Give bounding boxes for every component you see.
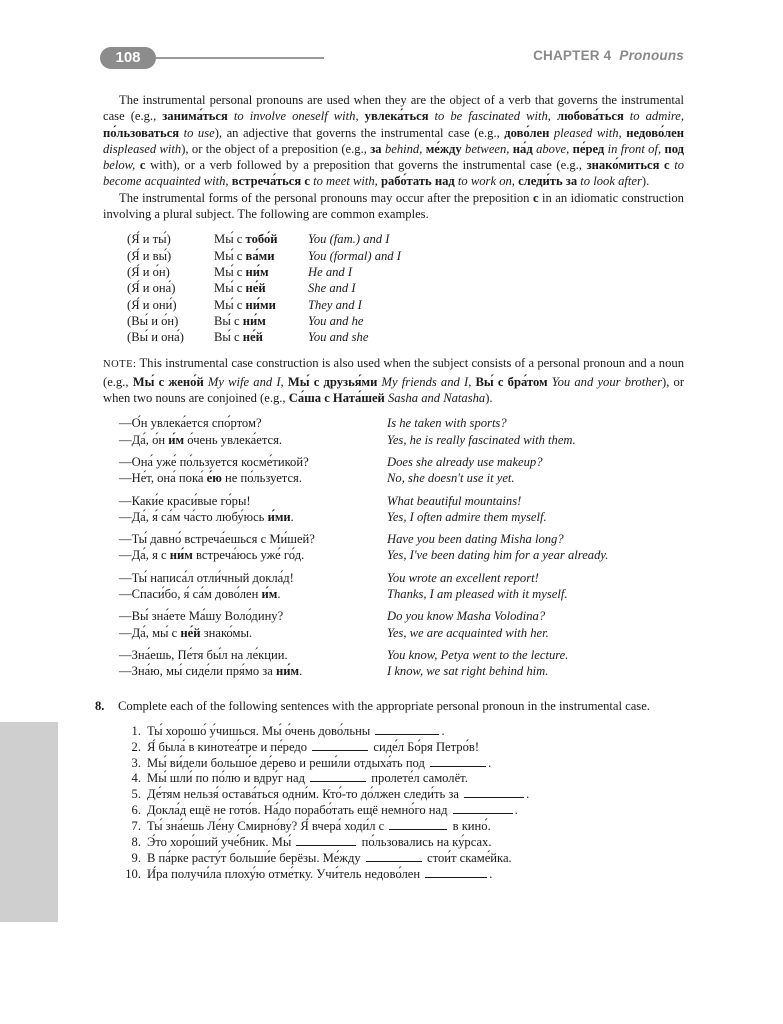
dialogue-line: Does she already use makeup? [387,454,543,469]
term: недово́лен [626,125,685,140]
pronoun: ни́м [242,313,266,328]
example-english: You and she [308,330,369,345]
text: —Да́, я с [119,548,170,563]
dialogue-russian [119,454,387,487]
exercise-item [119,755,684,771]
example-english: They and I [308,297,362,312]
dialogue-pair [119,570,684,603]
text: В па́рке расту́т больши́е берёзы. Ме́жду [147,850,361,865]
exercise-item [119,818,684,834]
example-russian [214,280,308,296]
dialogue-line [119,586,387,602]
dialogue-line: No, she doesn't use it yet. [387,471,515,486]
term: Вы́ с бра́том [475,374,548,389]
term: увлека́ться [364,109,429,124]
exercise-instruction: Complete each of the following sentences with the appropriate personal pronoun in the instrumental case. [118,698,650,713]
example-russian [214,297,308,313]
dialogue-pair [119,415,684,448]
example-english: You and he [308,313,364,328]
dialogue-line: Yes, we are acquainted with her. [387,625,549,640]
text: . [441,723,445,738]
exercise-item [119,866,684,882]
gloss: My wife and I, [203,374,288,389]
example-row [127,264,684,280]
text: Я́ была́ в кинотеа́тре и пе́редо [147,739,308,754]
exercise-8 [95,698,684,882]
text: о́чень увлека́ется. [184,432,283,447]
text: Де́тям нельзя́ остава́ться одни́м. Кто́-то до́лжен следи́ть за [147,787,459,802]
text: . [489,866,493,881]
text: The instrumental personal pronouns are used when they are the object of a verb that governs the instrumental case (e.g., [103,93,684,124]
header-rule [156,57,324,59]
term: Са́ша с Ната́шей [288,391,385,406]
pronoun: ни́м [245,264,269,279]
dialogue-line: —Каки́е краси́вые го́ры! [119,493,251,508]
example-english: She and I [308,281,356,296]
term: на́д [512,141,533,156]
note-paragraph [103,355,684,406]
gloss: to use [179,125,215,140]
text: Мы́ с [214,297,246,312]
text: . [514,803,518,818]
item-text [147,723,445,739]
term: занима́ться [162,109,228,124]
term: следи́ть за [518,174,578,189]
pronoun: не́й [180,625,201,640]
gloss: My friends and I, [377,374,476,389]
dialogue-russian [119,493,387,526]
text: ), or the object of a preposition (e.g., [181,141,371,156]
text: . [290,509,294,524]
exercise-item [119,834,684,850]
gloss: pleased with, [549,125,627,140]
item-text [147,866,492,882]
text: —Спаси́бо, я́ са́м дово́лен [119,587,262,602]
text: in an idiomatic construction involving a plural subject. The following are common examples. [103,190,684,222]
pronoun: не́й [242,330,263,345]
item-text [147,755,491,771]
text: —Да́, мы́ с [119,625,181,640]
text: —Да́, о́н [119,432,169,447]
answer-blank[interactable] [464,786,524,798]
dialogue-line: You wrote an excellent report! [387,570,539,585]
item-number: 2. [131,739,141,754]
paragraph-1 [103,92,684,190]
term: по́льзоваться [103,125,180,140]
text: Мы́ ви́дели большо́е де́рево и реши́ли отдыха́ть под [147,755,425,770]
item-number: 5. [131,787,141,802]
text: по́льзовались на ку́рсах. [361,835,492,850]
answer-blank[interactable] [389,818,447,830]
example-row [127,280,684,296]
gloss: to involve oneself with, [227,109,365,124]
answer-blank[interactable] [453,802,513,814]
text: ), or when two nouns are conjoined (e.g., [103,374,685,406]
dialogue-russian [119,531,387,564]
dialogue-pair [119,493,684,526]
gloss: below, [103,158,140,173]
pronoun: и́м [261,587,278,602]
dialogue-russian [119,647,387,680]
text: И́ра получи́ла плоху́ю отме́тку. Учи́тель недово́лен [147,866,421,881]
answer-blank[interactable] [310,770,366,782]
gloss: to become acquainted with, [103,158,684,189]
term: рабо́тать над [380,174,455,189]
text: знако́мы. [200,625,253,640]
example-source: (Вы́ и о́н) [127,313,179,328]
text: ). [485,391,493,406]
example-english: He and I [308,264,353,279]
side-tab [0,722,58,922]
text: —Не́т, она́ пока́ [119,471,207,486]
example-russian [214,231,308,247]
item-text [147,834,492,850]
answer-blank[interactable] [296,834,356,846]
pronoun: не́й [245,281,266,296]
exercise-heading [95,698,684,714]
example-source: (Я́ и они́) [127,297,177,312]
dialogue-line: I know, we sat right behind him. [387,664,549,679]
term: Мы́ с жено́й [132,374,204,389]
example-source: (Вы́ и она́) [127,330,184,345]
dialogue-line [119,470,387,486]
text: Мы́ шли́ по по́лю и вдру́г над [147,771,305,786]
dialogue-line: You know, Petya went to the lecture. [387,647,569,662]
text: стои́т скаме́йка. [427,850,512,865]
text: . [526,787,530,802]
gloss: to admire, [623,109,684,124]
gloss: above, [532,141,573,156]
example-russian [214,264,308,280]
dialogue-line: Do you know Masha Volodina? [387,609,546,624]
text: в кино́. [452,819,491,834]
dialogue-english [387,493,547,526]
dialogue-line [119,547,387,563]
term: дово́лен [504,125,550,140]
dialogue-line: Yes, I've been dating him for a year already. [387,548,609,563]
dialogue-pair [119,647,684,680]
dialogue-english [387,531,608,564]
item-number: 6. [131,803,141,818]
pronoun: и́м [168,432,185,447]
term: пе́ред [572,141,605,156]
item-text [147,818,491,834]
text: Э́то хоро́ший уче́бник. Мы́ [147,835,292,850]
text: The instrumental forms of the personal pronouns may occur after the preposition [119,190,533,205]
page-number: 108 [100,47,156,69]
gloss: in front of, [604,141,665,156]
pronoun: и́ми [267,509,291,524]
exercise-number: 8. [95,698,105,713]
text: . [277,587,281,602]
example-english: You (formal) and I [308,248,401,263]
example-row [127,248,684,264]
gloss: displeased with [103,141,182,156]
dialogue-russian [119,608,387,641]
pronoun: тобо́й [245,232,278,247]
dialogue-line: Is he taken with sports? [387,416,507,431]
exercise-item [119,802,684,818]
dialogue-line [119,432,387,448]
gloss: Sasha and Natasha [384,391,486,406]
pronoun: ва́ми [245,248,275,263]
answer-blank[interactable] [425,866,487,878]
example-row [127,313,684,329]
exercise-item [119,850,684,866]
dialogue-line [119,663,387,679]
example-russian [214,313,308,329]
example-source: (Я́ и вы́) [127,248,172,263]
text: сиде́л Бо́ря Петро́в! [373,739,480,754]
examples-table [127,231,684,345]
term: под [664,141,685,156]
dialogue-line: —Зна́ешь, Пе́тя бы́л на ле́кции. [119,647,288,662]
running-head [533,48,684,64]
text: Мы́ с [214,281,246,296]
dialogue-russian [119,415,387,448]
gloss: to work on, [454,174,519,189]
text: —Да́, я́ са́м ча́сто любу́юсь [119,509,268,524]
exercise-item [119,739,684,755]
example-row [127,231,684,247]
exercise-items [119,723,684,882]
pronoun: е́ю [206,471,222,486]
text: . [299,664,303,679]
example-russian [214,329,308,345]
term: с [139,158,146,173]
item-text [147,786,529,802]
dialogue-line: What beautiful mountains! [387,493,522,508]
item-number: 3. [131,755,141,770]
dialogue-line: —Ты́ давно́ встреча́ешься с Ми́шей? [119,532,315,547]
text: . [488,755,492,770]
item-number: 8. [131,835,141,850]
text: —Зна́ю, мы́ сиде́ли пря́мо за [119,664,276,679]
example-source: (Я́ и она́) [127,281,176,296]
dialogue-line: Have you been dating Misha long? [387,532,564,547]
text: не по́льзуется. [221,471,302,486]
pronoun: ни́м [275,664,300,679]
example-row [127,329,684,345]
gloss: You and your brother [547,374,663,389]
dialogue-english [387,570,568,603]
pronoun: ни́м [169,548,193,563]
text: встреча́юсь уже́ го́д. [192,548,305,563]
example-russian [214,248,308,264]
dialogue-line: —О́н увлека́ется спо́ртом? [119,416,262,431]
item-number: 9. [131,850,141,865]
item-text [147,802,518,818]
note-label: NOTE: [103,359,137,371]
dialogue-line: Yes, I often admire them myself. [387,509,547,524]
example-english: You (fam.) and I [308,232,390,247]
term: за [370,141,382,156]
text: Мы́ с [214,248,246,263]
term: Мы́ с друзья́ми [287,374,378,389]
text: with), or a verb followed by a preposition that governs the instrumental case (e.g., [145,158,587,173]
dialogue-english [387,415,576,448]
dialogue-line [119,625,387,641]
exercise-item [119,770,684,786]
exercise-item [119,786,684,802]
text: Мы́ с [214,264,246,279]
exercise-item [119,723,684,739]
term: знако́миться с [586,158,670,173]
gloss: to meet with, [309,174,381,189]
text: Вы́ с [214,330,243,345]
dialogue-pair [119,608,684,641]
item-text [147,770,468,786]
text: Вы́ с [214,313,243,328]
dialogue-russian [119,570,387,603]
term: любова́ться [556,109,624,124]
answer-blank[interactable] [430,755,486,767]
example-row [127,297,684,313]
pronoun: ни́ми [245,297,276,312]
paragraph-2 [103,190,684,223]
dialogue-pair [119,454,684,487]
gloss: to look after [577,174,642,189]
item-number: 7. [131,819,141,834]
item-text [147,739,479,755]
dialogues [119,415,684,679]
chapter-title: Pronouns [619,48,684,63]
term: с [532,190,539,205]
dialogue-english [387,454,543,487]
text: This instrumental case construction is also used when the subject consists of a personal pronoun and a noun (e.g., [103,356,684,389]
text: Мы́ с [214,232,246,247]
dialogue-english [387,608,549,641]
text: Докла́д ещё не гото́в. На́до порабо́тать ещё немно́го над [147,803,448,818]
gloss: to be fascinated with, [428,109,557,124]
text: Ты́ хорошо́ у́чишься. Мы́ о́чень дово́льны [147,723,371,738]
text: ), an adjective that governs the instrumental case (e.g., [214,125,505,140]
dialogue-english [387,647,568,680]
gloss: behind, [381,141,426,156]
answer-blank[interactable] [366,850,422,862]
dialogue-line [119,509,387,525]
item-number: 1. [131,723,141,738]
text: Ты́ зна́ешь Ле́ну Смирно́ву? Я́ вчера́ ходи́л с [147,819,385,834]
item-number: 10. [125,866,141,881]
gloss: between, [461,141,513,156]
text: ). [641,174,650,189]
example-source: (Я́ и о́н) [127,264,170,279]
dialogue-line: Thanks, I am pleased with it myself. [387,587,568,602]
chapter-label: CHAPTER 4 [533,48,612,63]
term: встреча́ться с [231,174,310,189]
term: ме́жду [425,141,462,156]
example-source: (Я́ и ты́) [127,232,171,247]
text: пролете́л самолёт. [371,771,468,786]
page-content [95,92,685,882]
dialogue-line: Yes, he is really fascinated with them. [387,432,576,447]
item-text [147,850,512,866]
item-number: 4. [131,771,141,786]
dialogue-line: —Она́ уже́ по́льзуется косме́тикой? [119,454,309,469]
dialogue-line: —Ты́ написа́л отли́чный докла́д! [119,570,294,585]
answer-blank[interactable] [375,723,439,735]
answer-blank[interactable] [312,739,368,751]
page-header [100,44,684,72]
dialogue-pair [119,531,684,564]
dialogue-line: —Вы́ зна́ете Ма́шу Воло́дину? [119,609,284,624]
